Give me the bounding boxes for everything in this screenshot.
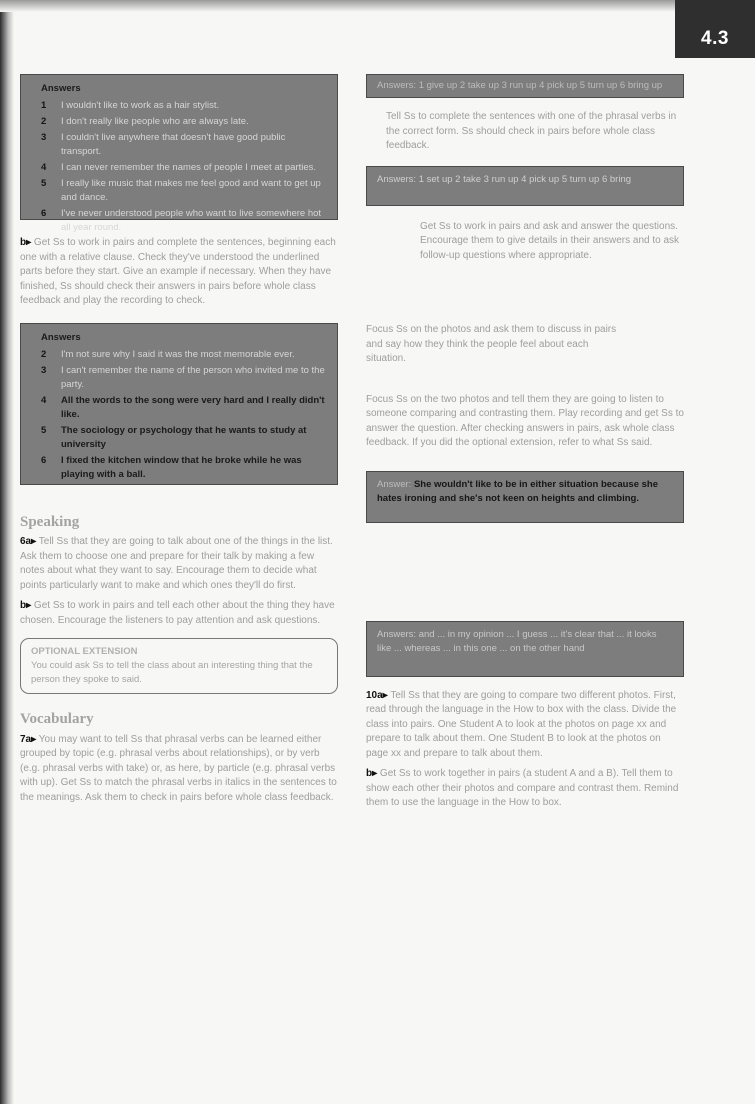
answers-box-2 xyxy=(20,323,338,485)
instruction-listen: Focus Ss on the photos and ask them to discuss in pairs and say how they think the people feel about each situation. xyxy=(366,324,617,364)
answers-box-8: Answer: She wouldn't like to be in either situation because she hates ironing and she's not keen on heights and climbing. xyxy=(366,471,684,523)
instruction-6a: 6a▸ Tell Ss that they are going to talk about one of the things in the list. Ask them to choose one and prepare for their talk by making a few notes about what they want to say. Encourage them to decide what points particularly want to make and which ones they'll do first. xyxy=(20,536,333,591)
answer-item: 6 I've never understood people who want to live somewhere hot all year round. xyxy=(41,208,322,233)
answer-item: 6 I fixed the kitchen window that he broke while he was playing with a ball. xyxy=(41,454,302,480)
instruction-10b: b▸ Get Ss to work together in pairs (a student A and a B). Tell them to show each other their photos and compare and contrast them. Remind them to use the language in the How to box. xyxy=(366,768,679,808)
answers-title: Answers xyxy=(41,331,81,343)
instruction-7a: 7a▸ You may want to tell Ss that phrasal verbs can be learned either grouped by topic (e.g. phrasal verbs about relationships), or by verb (e.g. phrasal verbs with take) or, as here, by particle (e.g. phrasal verbs with up). Get Ss to match the phrasal verbs in italics in the sentences to the meanings. Ask them to check in pairs before whole class feedback. xyxy=(20,733,337,803)
instruction-b: b▸ Get Ss to work in pairs and complete the sentences, beginning each one with a relative clause. Check they've understood the underlined parts before they start. Give an example if necessary. When they have finished, Ss should check their answers in pairs before whole class feedback and play the recording to check. xyxy=(20,237,336,306)
answers-title: Answers xyxy=(41,83,81,94)
answer-item: 4 All the words to the song were very hard and I really didn't like. xyxy=(41,394,325,420)
page-top-shadow xyxy=(0,0,755,12)
answer-item: 3 I couldn't live anywhere that doesn't have good public transport. xyxy=(41,132,286,157)
answer-item: 1 I wouldn't like to work as a hair stylist. xyxy=(41,100,220,111)
speaking-heading: Speaking xyxy=(20,513,80,530)
answer-item: 5 The sociology or psychology that he wants to study at university xyxy=(41,424,307,450)
optional-extension-text: You could ask Ss to tell the class about an interesting thing that the person they spoke to said. xyxy=(31,660,313,685)
instruction-top: Tell Ss to complete the sentences with one of the phrasal verbs in the correct form. Ss should check in pairs before whole class feedback. xyxy=(386,111,677,151)
left-column xyxy=(20,74,338,811)
answers-box-9: Answers: and ... in my opinion ... I guess ... it's clear that ... it looks like ... whereas ... in this one ... on the other hand xyxy=(366,621,684,677)
instruction-8: Focus Ss on the two photos and tell them they are going to listen to someone comparing and contrasting them. Play recording and get Ss to answer the question. After checking answers in pairs, ask whole class feedback. If you did the optional extension, refer to what Ss said. xyxy=(366,393,684,448)
instruction-10a: 10a▸ Tell Ss that they are going to compare two different photos. First, read through the language in the How to box with the class. Divide the class into pairs. One Student A to look at the photos on page xx and prepare to talk about them. One Student B to look at the photos on page xx and prepare to talk about them. xyxy=(366,689,677,759)
optional-extension-box xyxy=(20,638,338,694)
page-binding-shadow xyxy=(0,0,14,1104)
answers-box-mid: Answers: 1 set up 2 take 3 run up 4 pick up 5 turn up 6 bring xyxy=(366,166,684,206)
answers-list xyxy=(41,99,325,235)
instruction-6b: b▸ Get Ss to work in pairs and tell each other about the thing they have chosen. Encourage the listeners to pay attention and ask questions. xyxy=(20,600,335,626)
answer-item: 4 I can never remember the names of people I meet at parties. xyxy=(41,162,317,173)
answer-item: 5 I really like music that makes me feel good and want to get up and dance. xyxy=(41,178,321,203)
optional-extension-label: OPTIONAL EXTENSION xyxy=(31,646,138,657)
answer-item: 2 I don't really like people who are always late. xyxy=(41,116,249,127)
answer-item: 3 I can't remember the name of the person who invited me to the party. xyxy=(41,364,325,390)
answers-box-1 xyxy=(20,74,338,233)
vocabulary-heading: Vocabulary xyxy=(20,711,94,727)
instruction-c: Get Ss to work in pairs and ask and answer the questions. Encourage them to give details in their answers and to ask follow-up questions where appropriate. xyxy=(420,220,680,261)
right-column xyxy=(366,74,684,817)
answers-box-top: Answers: 1 give up 2 take up 3 run up 4 pick up 5 turn up 6 bring up xyxy=(366,74,684,98)
answers-list xyxy=(41,348,325,482)
unit-tab xyxy=(675,0,755,58)
unit-number: 4.3 xyxy=(701,28,729,49)
answer-item: 2 I'm not sure why I said it was the most memorable ever. xyxy=(41,348,295,360)
